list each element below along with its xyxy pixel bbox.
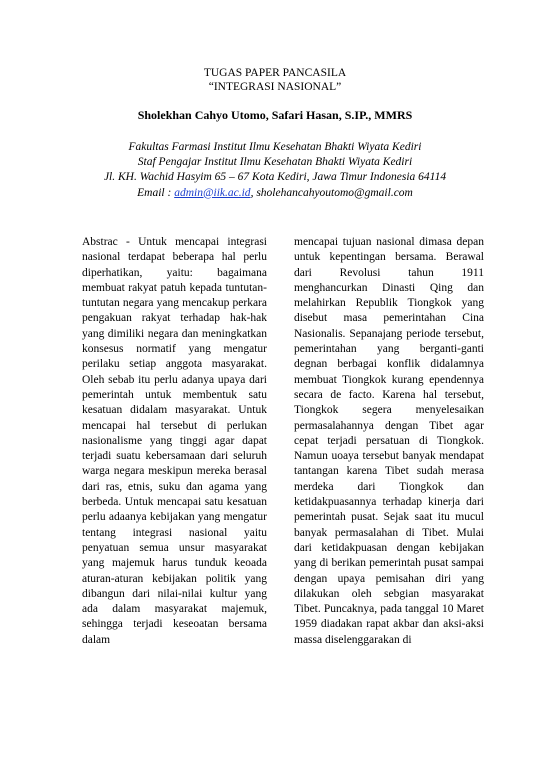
- abstract-text: Abstrac - Untuk mencapai integrasi nasional terdapat beberapa hal perlu diperhatikan, yaitu: bagaimana membuat rakyat patuh kepada tuntutan-tuntutan negara yang mencakup perkara pengakuan rakyat terhadap hak-hak yang dimiliki negara dan meningkatkan konsesus normatif yang mengatur perilaku setiap anggota masyarakat. Oleh sebab itu perlu adanya upaya dari pemerintah untuk membentuk satu kesatuan didalam masyarakat. Untuk mencapai hal tersebut di perlukan nasionalisme yang tinggi agar dapat terjadi suatu kebersamaan dari seluruh warga negara meskipun mereka berasal dari ras, etnis, suku dan agama yang berbeda. Untuk mencapai satu kesatuan perlu adaanya kebijakan yang mengatur tentang integrasi nasional yaitu penyatuan semua unsur masyarakat yang majemuk harus tunduk keoada aturan-aturan kebijakan politik yang dibangun dari nilai-nilai kultur yang ada dalam masyarakat majemuk, sehingga terjadi keseoatan bersama dalam: [82, 236, 267, 646]
- title-line-2: “INTEGRASI NASIONAL”: [208, 81, 342, 93]
- author-list: Sholekhan Cahyo Utomo, Safari Hasan, S.IP., MMRS: [137, 108, 413, 122]
- affiliations: [0, 140, 550, 201]
- title-line-1: TUGAS PAPER PANCASILA: [203, 67, 347, 79]
- body-text: mencapai tujuan nasional dimasa depan untuk kepentingan bersama. Berawal dari Revolusi tahun 1911 menghancurkan Dinasti Qing dan melahirkan Republik Tiongkok yang disebut masa pemerintahan Cina Nasionalis. Sepanajang periode tersebut, pemerintahan yang berganti-ganti degnan berbagai konflik didalamnya membuat Tiongkok kurang ependennya secara de facto. Karena hal tersebut, Tiongkok segera menyelesaikan permasalahannya dengan Tibet agar cepat terjadi persatuan di Tiongkok. Namun uoaya tersebut banyak mendapat tantangan karena Tibet sudah merasa merdeka dari Tiongkok dan ketidakpuasannya terhadap kinerja dari pemerintah pusat. Sejak saat itu mucul banyak permasalahan di Tibet. Mulai dari ketidakpuasan dengan kebijakan yang di berikan pemerintah pusat sampai dengan upaya pemisahan diri yang dilakukan oleh sebgian masyarakat Tibet. Puncaknya, pada tanggal 10 Maret 1959 diadakan rapat akbar dan aksi-aksi massa diselenggarakan di: [294, 236, 484, 646]
- email-secondary: sholehancahyoutomo@gmail.com: [256, 186, 413, 199]
- email-line: [0, 186, 550, 201]
- email-prefix: Email :: [137, 186, 175, 199]
- left-column: [82, 235, 267, 648]
- affiliation-2: Staf Pengajar Institut Ilmu Kesehatan Bhakti Wiyata Kediri: [137, 156, 413, 169]
- email-link[interactable]: admin@iik.ac.id: [174, 186, 251, 199]
- paper-title: [0, 66, 550, 94]
- email-separator: ,: [250, 186, 257, 199]
- right-column: [294, 235, 484, 648]
- affiliation-1: Fakultas Farmasi Institut Ilmu Kesehatan Bhakti Wiyata Kediri: [128, 141, 422, 153]
- address: Jl. KH. Wachid Hasyim 65 – 67 Kota Kediri, Jawa Timur Indonesia 64114: [103, 171, 447, 184]
